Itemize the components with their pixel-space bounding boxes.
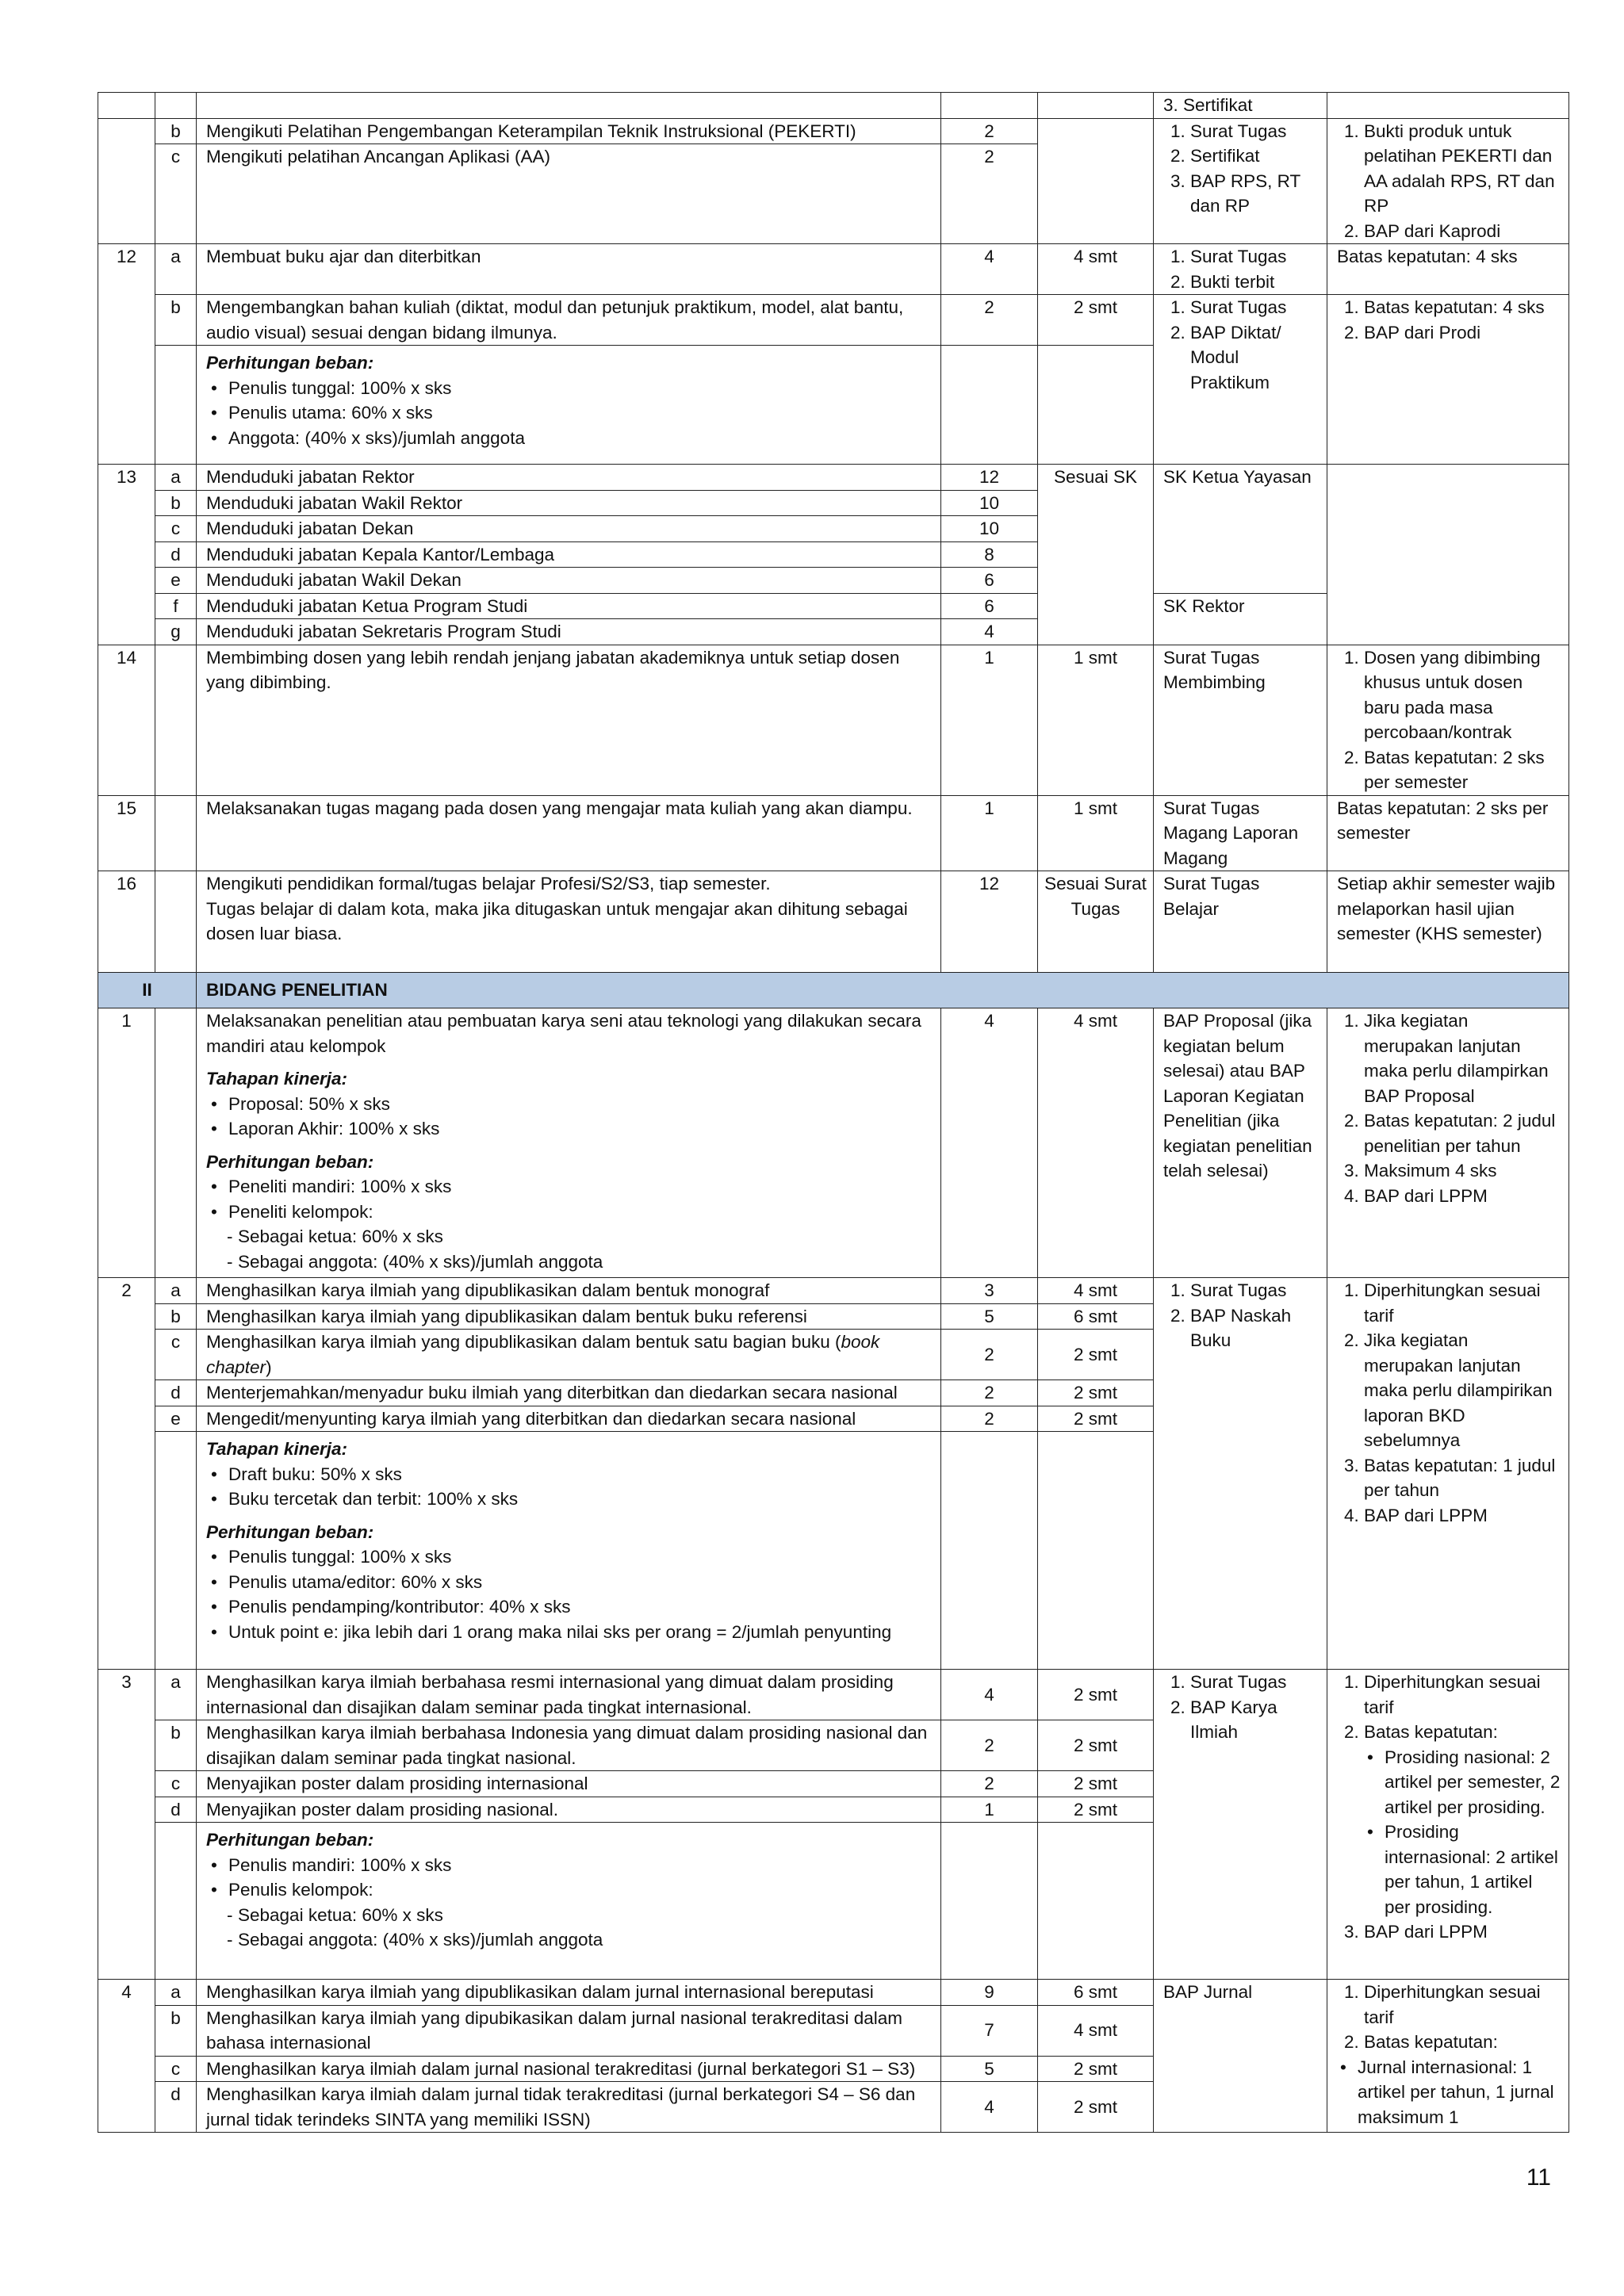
table-row: e Menduduki jabatan Wakil Dekan 6 [98, 568, 1569, 594]
row-number: 12 [98, 244, 155, 465]
table-row: b Menduduki jabatan Wakil Rektor 10 [98, 490, 1569, 516]
sks-cell: 2 [941, 118, 1038, 144]
table-row: 4 a Menghasilkan karya ilmiah yang dipublikasikan dalam jurnal internasional bereputasi 9 6 smt BAP Jurnal 1. Diperhitungkan sesuai tarif 2. Batas kepatutan: • Jurnal internasional: 1 artikel per tahun, 1 jurnal maksimum 1 [98, 1980, 1569, 2006]
desc-cell: Mengikuti Pelatihan Pengembangan Keterampilan Teknik Instruksional (PEKERTI) [197, 118, 941, 144]
table-row: 13 a Menduduki jabatan Rektor 12 Sesuai SK SK Ketua Yayasan [98, 465, 1569, 491]
table-row [98, 93, 1569, 119]
table-row: 16 Mengikuti pendidikan formal/tugas belajar Profesi/S2/S3, tiap semester. Tugas belajar di dalam kota, maka jika ditugaskan untuk mengajar akan dihitung sebagai dosen luar biasa. 12 Sesuai Surat Tugas Surat Tugas Belajar Setiap akhir semester wajib melaporkan hasil ujian semester (KHS semester) [98, 871, 1569, 973]
section-header: II BIDANG PENELITIAN [98, 973, 1569, 1008]
table-row: 14 Membimbing dosen yang lebih rendah jenjang jabatan akademiknya untuk setiap dosen yang dibimbing. 1 1 smt Surat Tugas Membimbing 1. Dosen yang dibimbing khusus untuk dosen baru pada masa percobaan/kontrak 2. Batas kepatutan: 2 sks per semester [98, 645, 1569, 795]
desc-cell: Mengikuti pelatihan Ancangan Aplikasi (AA) [197, 144, 941, 244]
table-row: b Menghasilkan karya ilmiah yang dipublikasikan dalam bentuk buku referensi 5 6 smt [98, 1303, 1569, 1330]
table-row: b Mengembangkan bahan kuliah (diktat, modul dan petunjuk praktikum, model, alat bantu, audio visual) sesuai dengan bidang ilmunya. 2 2 smt 1. Surat Tugas 2. BAP Diktat/ Modul Praktikum 1. Batas kepatutan: 4 sks 2. BAP dari Prodi [98, 295, 1569, 346]
bukti-cell: 3. Sertifikat [1154, 93, 1327, 119]
table-row: c Menduduki jabatan Dekan 10 [98, 516, 1569, 542]
table-row: b Menghasilkan karya ilmiah berbahasa Indonesia yang dimuat dalam prosiding nasional dan disajikan dalam seminar pada tingkat nasional. 2 2 smt [98, 1720, 1569, 1771]
bkd-table [98, 92, 1569, 2133]
table-row: f Menduduki jabatan Ketua Program Studi 6 SK Rektor [98, 593, 1569, 619]
table-row: b Mengikuti Pelatihan Pengembangan Keterampilan Teknik Instruksional (PEKERTI) 2 1. Surat Tugas 2. Sertifikat 3. BAP RPS, RT dan RP 1. Bukti produk untuk pelatihan PEKERTI dan AA adalah RPS, RT dan RP 2. BAP dari Kaprodi [98, 118, 1569, 144]
table-row: 3 a Menghasilkan karya ilmiah berbahasa resmi internasional yang dimuat dalam prosiding internasional dan disajikan dalam seminar pada tingkat internasional. 4 2 smt 1. Surat Tugas 2. BAP Karya Ilmiah 1. Diperhitungkan sesuai tarif 2. Batas kepatutan: • Prosiding nasional: 2 artikel per semester, 2 artikel per prosiding. • Prosiding internasional: 2 artikel per tahun, 1 artikel per prosiding. 3. BAP dari LPPM [98, 1670, 1569, 1720]
bukti-cell: 1. Surat Tugas 2. Sertifikat 3. BAP RPS, RT dan RP [1154, 118, 1327, 244]
table-row: 1 Melaksanakan penelitian atau pembuatan karya seni atau teknologi yang dilakukan secara mandiri atau kelompok Tahapan kinerja: • Proposal: 50% x sks • Laporan Akhir: 100% x sks Perhitungan beban: • Peneliti mandiri: 100% x sks • Peneliti kelompok: - Sebagai ketua: 60% x sks - Sebagai anggota: (40% x sks)/jumlah anggota 4 4 smt BAP Proposal (jika kegiatan belum selesai) atau BAP Laporan Kegiatan Penelitian (jika kegiatan penelitian telah selesai) 1. Jika kegiatan merupakan lanjutan maka perlu dilampirkan BAP Proposal 2. Batas kepatutan: 2 judul penelitian per tahun 3. Maksimum 4 sks 4. BAP dari LPPM [98, 1008, 1569, 1278]
table-row: e Mengedit/menyunting karya ilmiah yang diterbitkan dan diedarkan secara nasional 2 2 smt [98, 1406, 1569, 1432]
table-row: g Menduduki jabatan Sekretaris Program Studi 4 [98, 619, 1569, 645]
table-row: d Menduduki jabatan Kepala Kantor/Lembaga 8 [98, 541, 1569, 568]
table-row: Perhitungan beban: • Penulis mandiri: 100% x sks • Penulis kelompok: - Sebagai ketua: 60% x sks - Sebagai anggota: (40% x sks)/jumlah anggota [98, 1823, 1569, 1980]
calc-cell: Perhitungan beban: • Penulis tunggal: 100% x sks • Penulis utama: 60% x sks • Anggota: (40% x sks)/jumlah anggota [197, 346, 941, 465]
table-row: 12 a Membuat buku ajar dan diterbitkan 4 4 smt 1. Surat Tugas 2. Bukti terbit Batas kepatutan: 4 sks [98, 244, 1569, 295]
table-row: Tahapan kinerja: • Draft buku: 50% x sks • Buku tercetak dan terbit: 100% x sks Perhitungan beban: • Penulis tunggal: 100% x sks • Penulis utama/editor: 60% x sks • Penulis pendamping/kontributor: 40% x sks • Untuk point e: jika lebih dari 1 orang maka nilai sks per orang = 2/jumlah penyunting [98, 1432, 1569, 1670]
section-title: BIDANG PENELITIAN [197, 973, 1569, 1008]
note-cell: 1. Bukti produk untuk pelatihan PEKERTI dan AA adalah RPS, RT dan RP 2. BAP dari Kaprodi [1327, 118, 1569, 244]
page-number: 11 [1526, 2164, 1551, 2191]
table-row: c Mengikuti pelatihan Ancangan Aplikasi (AA) 2 [98, 144, 1569, 244]
table-row: d Menyajikan poster dalam prosiding nasional. 1 2 smt [98, 1797, 1569, 1823]
table-row: c Menghasilkan karya ilmiah yang dipublikasikan dalam bentuk satu bagian buku (book chapter) 2 2 smt [98, 1330, 1569, 1380]
table-row: 15 Melaksanakan tugas magang pada dosen yang mengajar mata kuliah yang akan diampu. 1 1 smt Surat Tugas Magang Laporan Magang Batas kepatutan: 2 sks per semester [98, 795, 1569, 871]
table-row: d Menghasilkan karya ilmiah dalam jurnal tidak terakreditasi (jurnal berkategori S4 – S6 dan jurnal tidak terindeks SINTA yang memiliki ISSN) 4 2 smt [98, 2082, 1569, 2133]
table-row: c Menyajikan poster dalam prosiding internasional 2 2 smt [98, 1771, 1569, 1797]
table-row: d Menterjemahkan/menyadur buku ilmiah yang diterbitkan dan diedarkan secara nasional 2 2 smt [98, 1380, 1569, 1406]
table-row: b Menghasilkan karya ilmiah yang dipubikasikan dalam jurnal nasional terakreditasi dalam bahasa internasional 7 4 smt [98, 2005, 1569, 2056]
document-page [98, 92, 1568, 2133]
table-row: 2 a Menghasilkan karya ilmiah yang dipublikasikan dalam bentuk monograf 3 4 smt 1. Surat Tugas 2. BAP Naskah Buku 1. Diperhitungkan sesuai tarif 2. Jika kegiatan merupakan lanjutan maka perlu dilampirikan laporan BKD sebelumnya 3. Batas kepatutan: 1 judul per tahun 4. BAP dari LPPM [98, 1278, 1569, 1304]
sks-cell: 2 [941, 144, 1038, 244]
table-row: c Menghasilkan karya ilmiah dalam jurnal nasional terakreditasi (jurnal berkategori S1 – S3) 5 2 smt [98, 2056, 1569, 2082]
